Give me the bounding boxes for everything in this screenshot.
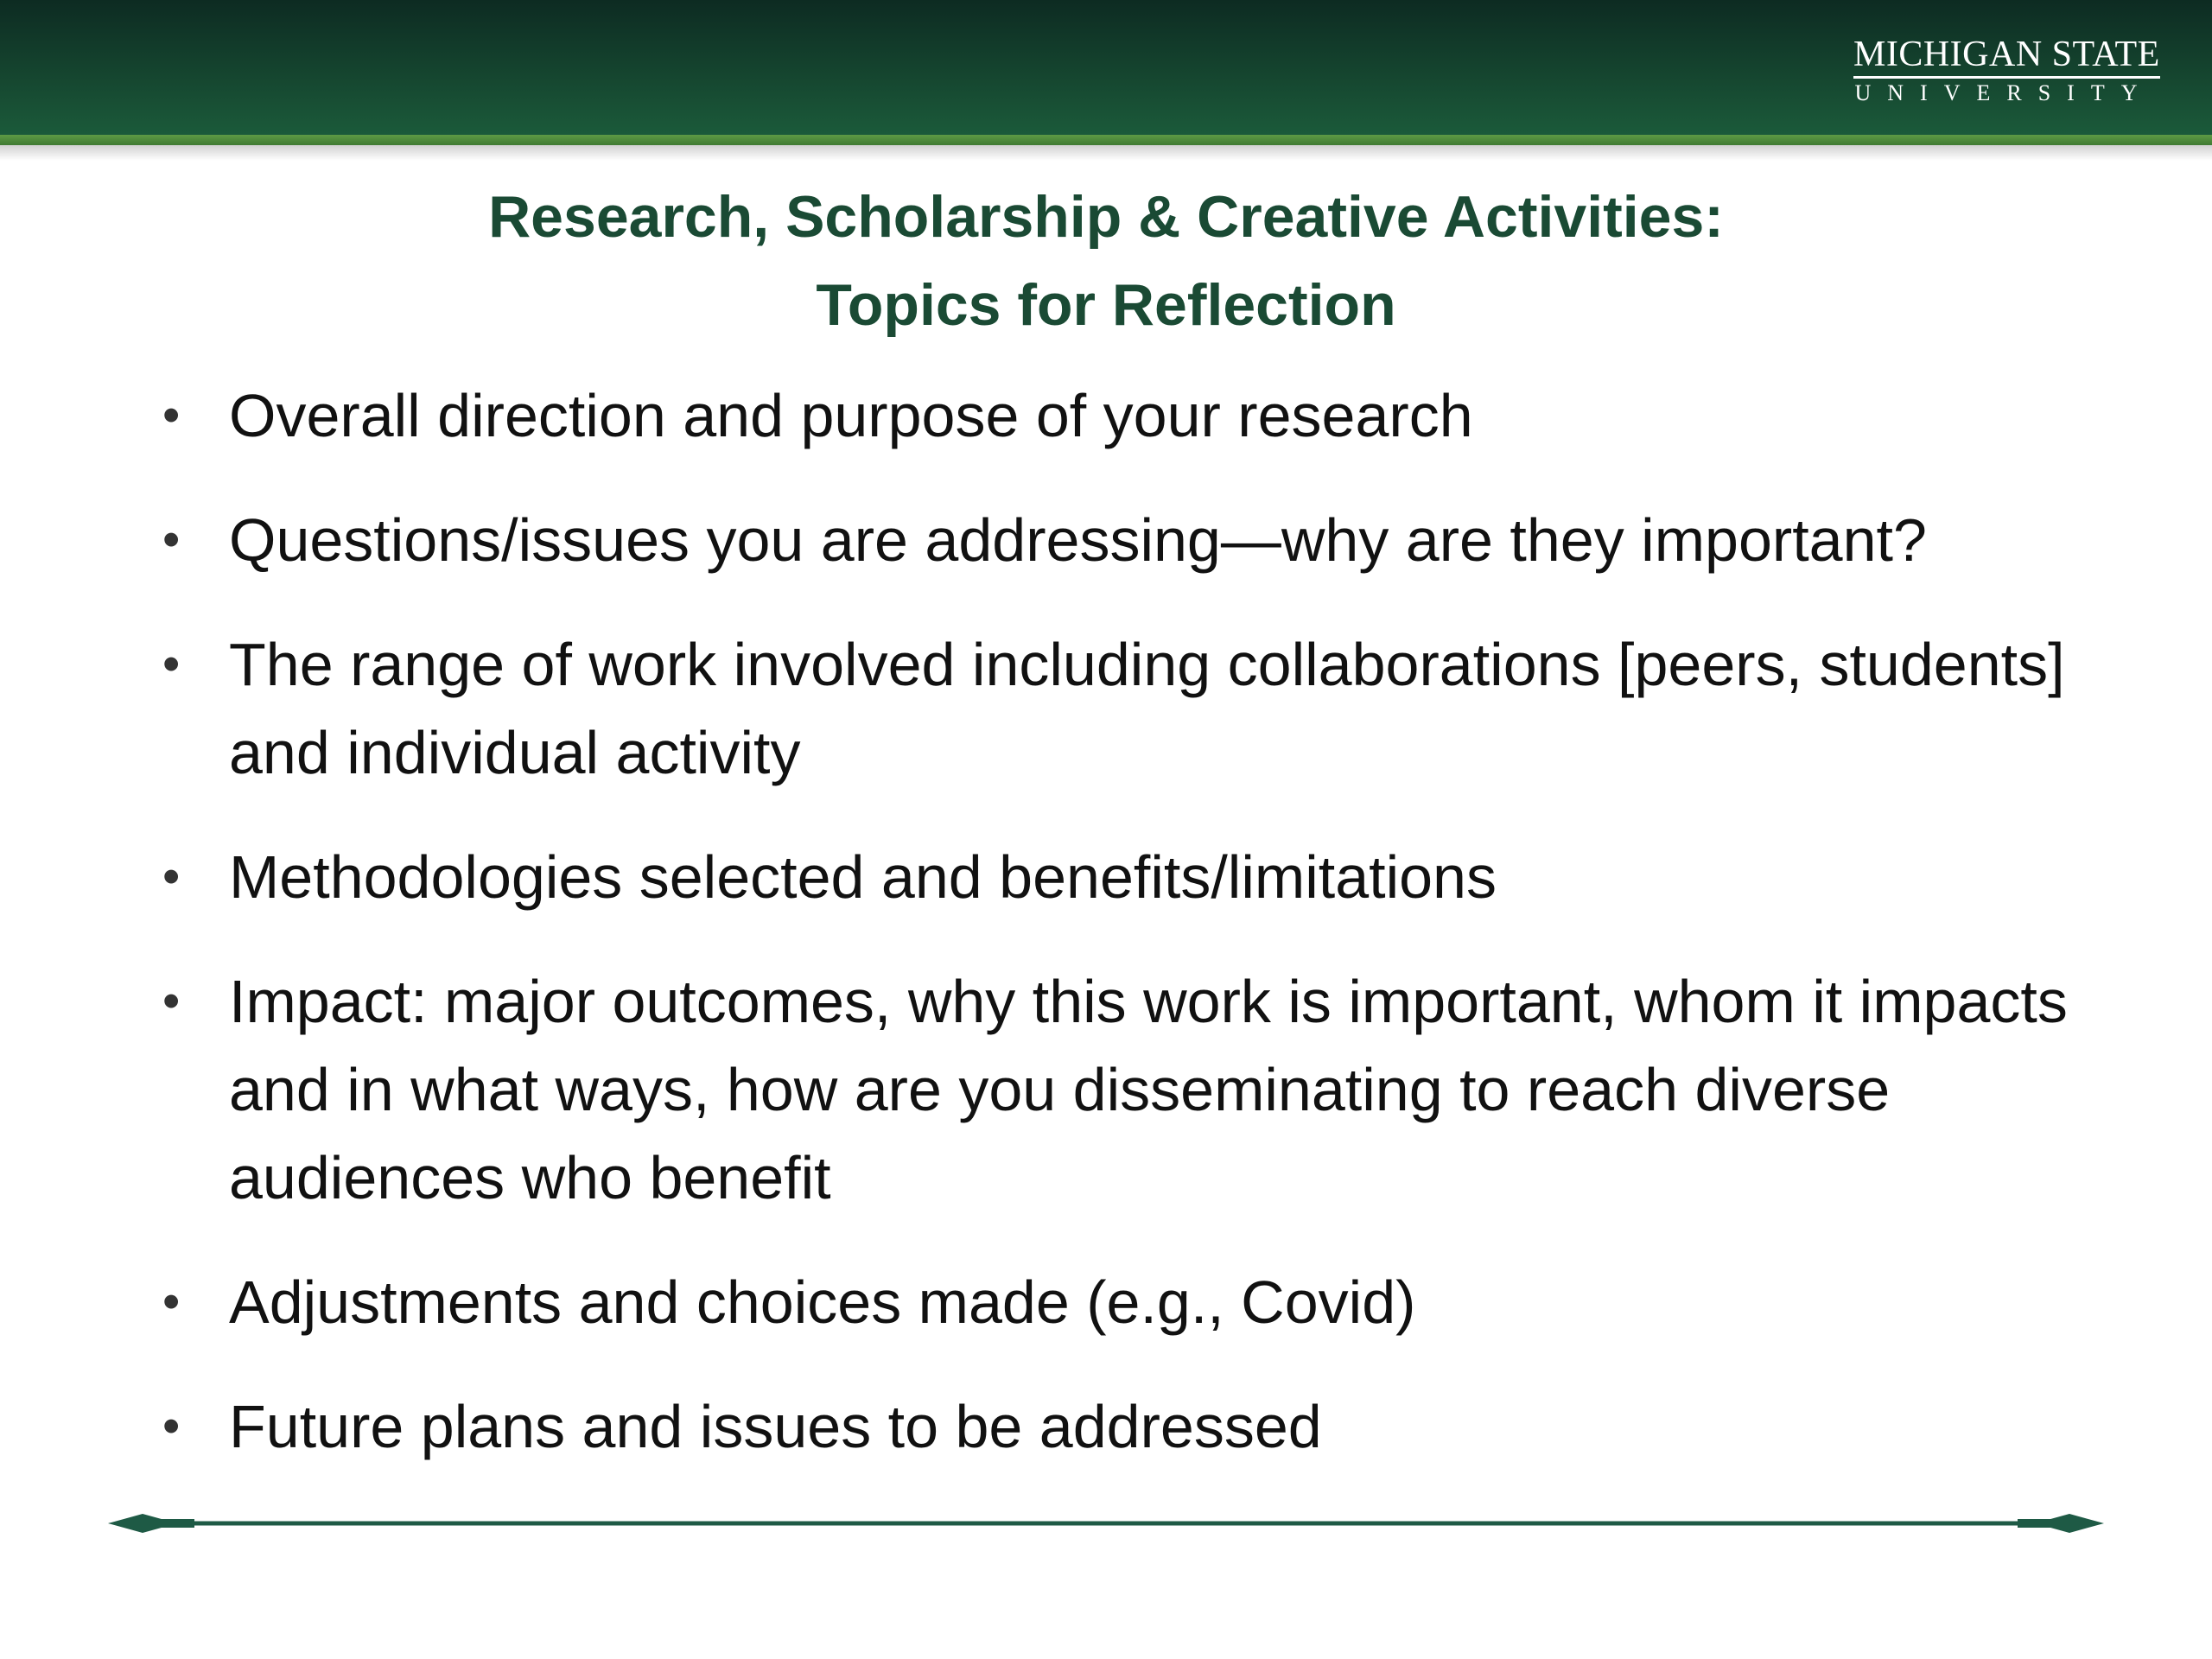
bullet-text: Questions/issues you are addressing—why are they important? bbox=[229, 506, 1927, 574]
bullet-icon: • bbox=[162, 1398, 181, 1454]
bullet-icon: • bbox=[162, 1274, 181, 1330]
list-item bbox=[138, 496, 2126, 584]
bullet-icon: • bbox=[162, 849, 181, 905]
list-item bbox=[138, 957, 2126, 1222]
slide-title-line-2: Topics for Reflection bbox=[816, 272, 1396, 338]
bullet-icon: • bbox=[162, 387, 181, 443]
bullet-text: The range of work involved including collaborations [peers, students] and individual activity bbox=[229, 631, 2065, 786]
bullet-text: Adjustments and choices made (e.g., Covid) bbox=[229, 1268, 1416, 1336]
header-accent-stripe bbox=[0, 135, 2212, 145]
list-item bbox=[138, 1382, 2126, 1471]
logo-line-michigan-state: MICHIGAN STATE bbox=[1853, 35, 2160, 79]
bullet-list bbox=[138, 372, 2126, 1507]
bullet-text: Overall direction and purpose of your research bbox=[229, 382, 1473, 449]
bullet-text: Methodologies selected and benefits/limitations bbox=[229, 843, 1497, 911]
double-arrow-rule-icon bbox=[108, 1510, 2104, 1536]
list-item bbox=[138, 372, 2126, 460]
bullet-icon: • bbox=[162, 512, 181, 568]
msu-logo bbox=[1853, 35, 2160, 108]
bullet-text: Impact: major outcomes, why this work is important, whom it impacts and in what ways, how are you disseminating to reach diverse audiences who benefit bbox=[229, 968, 2068, 1211]
bullet-icon: • bbox=[162, 636, 181, 692]
list-item bbox=[138, 1258, 2126, 1346]
slide-title bbox=[0, 173, 2212, 349]
bullet-text: Future plans and issues to be addressed bbox=[229, 1393, 1322, 1460]
bullet-icon: • bbox=[162, 973, 181, 1029]
header-shadow bbox=[0, 145, 2212, 161]
logo-line-university: UNIVERSITY bbox=[1854, 80, 2154, 105]
slide-title-line-1: Research, Scholarship & Creative Activities: bbox=[488, 184, 1724, 250]
list-item bbox=[138, 833, 2126, 921]
list-item bbox=[138, 620, 2126, 797]
